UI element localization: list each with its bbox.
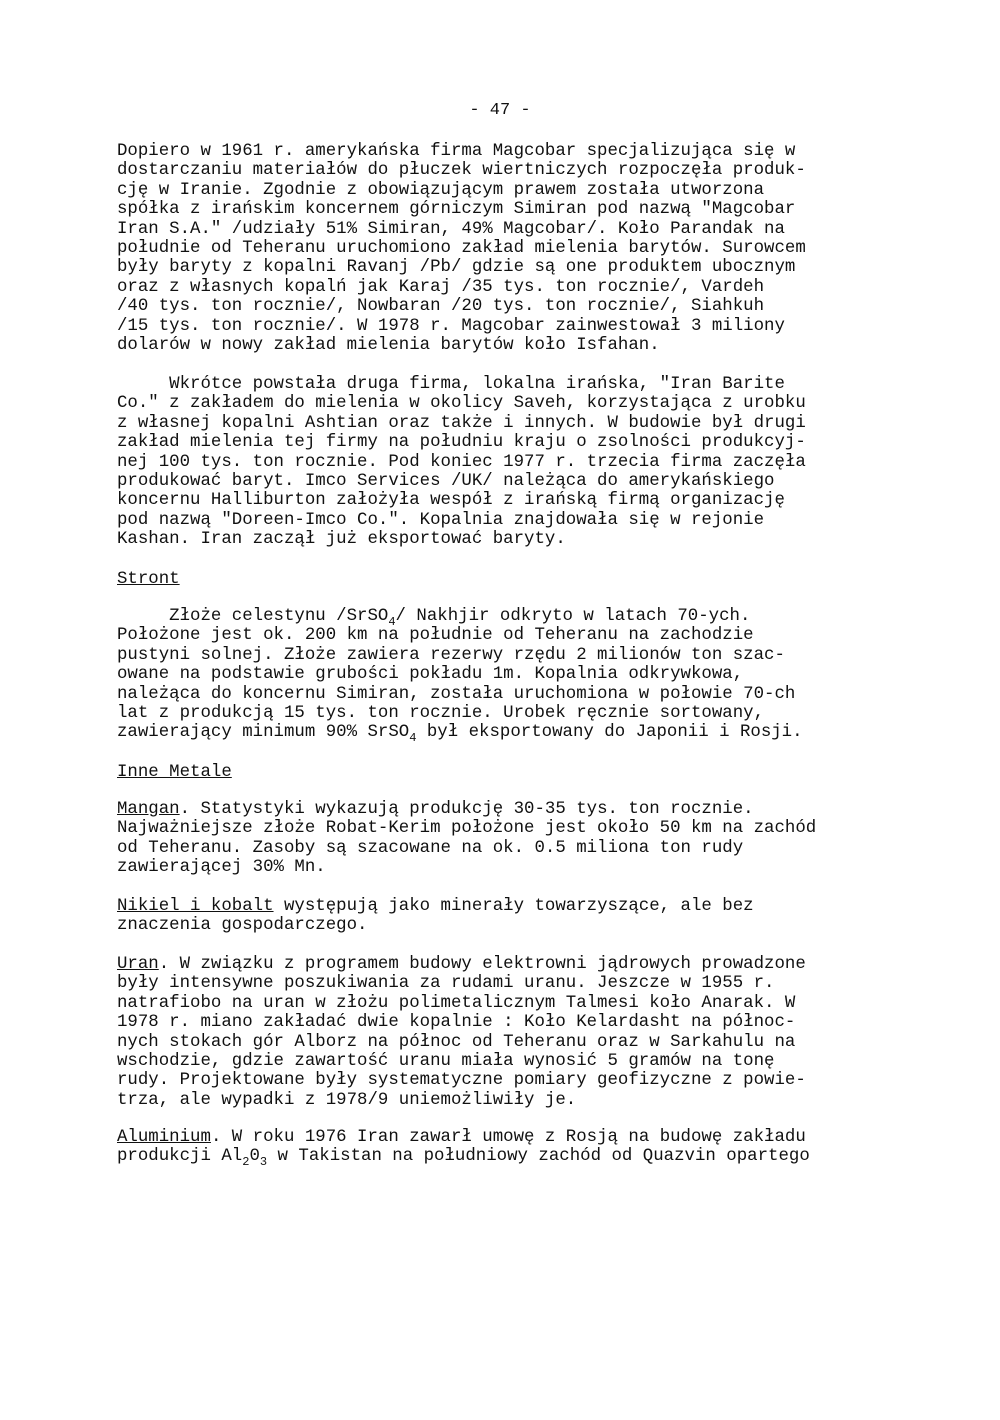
text-line: nych stokach gór Alborz na północ od Teheranu oraz w Sarkahulu na (117, 1032, 796, 1052)
text-line: Dopiero w 1961 r. amerykańska firma Magcobar specjalizująca się w (117, 142, 796, 161)
text-line: Kashan. Iran zaczął już eksportować baryty. (117, 530, 566, 550)
text-line: Co." z zakładem do mielenia w okolicy Saveh, korzystająca z urobku (117, 394, 806, 414)
text-line: wschodzie, gdzie zawartość uranu miała wynosić 5 gramów na tonę (117, 1051, 775, 1071)
text-line: Złoże celestynu /SrSO$_4$/ Nakhjir odkryto w latach 70-ych. (117, 607, 751, 629)
section-heading: Stront (117, 570, 180, 589)
text-line: cję w Iranie. Zgodnie z obowiązującym prawem została utworzona (117, 180, 765, 200)
text-line: pod nazwą "Doreen-Imco Co.". Kopalnia znajdowała się w rejonie (117, 510, 765, 530)
text-line: lat z produkcją 15 tys. ton rocznie. Urobek ręcznie sortowany, (117, 703, 765, 723)
text-line: 1978 r. miano zakładać dwie kopalnie : Koło Kelardasht na północ- (117, 1013, 796, 1033)
text-line: były intensywne poszukiwania za rudami uranu. Jeszcze w 1955 r. (117, 974, 775, 994)
text-line: z własnej kopalni Ashtian oraz także i innych. W budowie był drugi (117, 413, 806, 433)
paragraph-magcobar (117, 142, 917, 355)
text-line: owane na podstawie grubości pokładu 1m. Kopalnia odkrywkowa, (117, 665, 744, 685)
text-line: pustyni solnej. Złoże zawiera rezerwy rzędu 2 milionów ton szac- (117, 645, 785, 665)
text-line: Wkrótce powstała druga firma, lokalna irańska, "Iran Barite (117, 375, 785, 394)
paragraph-stront (117, 607, 917, 746)
text-line: koncernu Halliburton założyła wespół z irańską firmą organizację (117, 491, 785, 511)
text-line: oraz z własnych kopalń jak Karaj /35 tys. ton rocznie/, Vardeh (117, 277, 765, 297)
text-line: rudy. Projektowane były systematyczne pomiary geofizyczne z powie- (117, 1071, 806, 1091)
text-line: nej 100 tys. ton rocznie. Pod koniec 1977 r. trzecia firma zaczęła (117, 452, 806, 472)
term-aluminium: Aluminium (117, 1128, 211, 1147)
text-line: Iran S.A." /udziały 51% Simiran, 49% Magcobar/. Koło Parandak na (117, 219, 785, 239)
text-line: dolarów w nowy zakład mielenia barytów koło Isfahan. (117, 335, 660, 355)
paragraph-mangan (117, 800, 917, 878)
text-line: natrafiobo na uran w złożu polimetalicznym Talmesi koło Anarak. W (117, 993, 796, 1013)
text-line: trza, ale wypadki z 1978/9 uniemożliwiły je. (117, 1090, 577, 1110)
text-line: Aluminium. W roku 1976 Iran zawarł umowę z Rosją na budowę zakładu (117, 1128, 806, 1147)
paragraph-iran-barite (117, 375, 917, 550)
text-line: /40 tys. ton rocznie/, Nowbaran /20 tys. ton rocznie/, Siahkuh (117, 297, 765, 317)
page-number: - 47 - (469, 101, 531, 120)
text-line: były baryty z kopalni Ravanj /Pb/ gdzie są one produktem ubocznym (117, 258, 796, 278)
text-line: Uran. W związku z programem budowy elektrowni jądrowych prowadzone (117, 955, 806, 974)
paragraph-uran (117, 955, 917, 1110)
text-line: znaczenia gospodarczego. (117, 916, 368, 936)
text-line: Położone jest ok. 200 km na południe od Teheranu na zachodzie (117, 626, 754, 646)
text-line: produkcji $Al_20_3$ w Takistan na południowy zachód od Quazvin opartego (117, 1147, 810, 1170)
text-line: produkować baryt. Imco Services /UK/ należąca do amerykańskiego (117, 471, 775, 491)
section-heading: Inne Metale (117, 763, 232, 782)
text-line: Najważniejsze złoże Robat-Kerim położone jest około 50 km na zachód (117, 819, 817, 839)
term-mangan: Mangan (117, 800, 180, 819)
text-line: /15 tys. ton rocznie/. W 1978 r. Magcobar zainwestował 3 miliony (117, 316, 785, 336)
text-line: należąca do koncernu Simiran, została uruchomiona w połowie 70-ch (117, 684, 796, 704)
text-line: Mangan. Statystyki wykazują produkcję 30-35 tys. ton rocznie. (117, 800, 754, 819)
term-uran: Uran (117, 955, 159, 974)
text-line: od Teheranu. Zasoby są szacowane na ok. 0.5 miliona ton rudy (117, 838, 744, 858)
text-line: zawierający minimum 90% SrSO$_4$ był eksportowany do Japonii i Rosji. (117, 723, 803, 746)
text-line: dostarczaniu materiałów do płuczek wiertniczych rozpoczęła produk- (117, 161, 806, 181)
paragraph-aluminium (117, 1128, 917, 1170)
text-line: Nikiel i kobalt występują jako minerały towarzyszące, ale bez (117, 897, 754, 916)
section-inne-metale-heading (117, 763, 917, 782)
paragraph-nikiel (117, 897, 917, 936)
text-line: południe od Teheranu uruchomiono zakład mielenia barytów. Surowcem (117, 238, 806, 258)
section-stront-heading (117, 570, 917, 589)
term-nikiel-kobalt: Nikiel i kobalt (117, 897, 274, 916)
text-line: zakład mielenia tej firmy na południu kraju o zsolności produkcyj- (117, 433, 806, 453)
text-line: spółka z irańskim koncernem górniczym Simiran pod nazwą "Magcobar (117, 200, 796, 220)
text-line: zawierającej 30% Mn. (117, 858, 326, 878)
